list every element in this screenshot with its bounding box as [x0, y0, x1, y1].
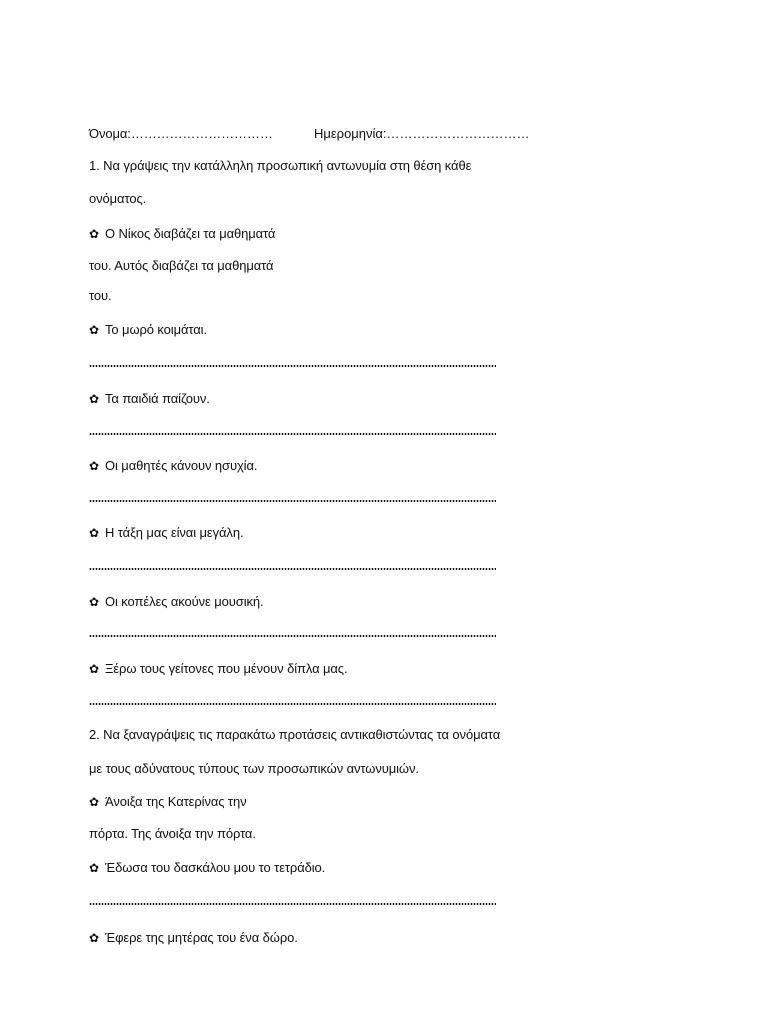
example-text: Ο Νίκος διαβάζει τα μαθηματά — [105, 226, 276, 241]
item-text: Έφερε της μητέρας του ένα δώρο. — [105, 930, 298, 945]
item-text: Οι μαθητές κάνουν ησυχία. — [105, 458, 258, 473]
name-field-label: Όνομα:…………………………… — [89, 126, 273, 141]
example-text: Άνοιξα της Κατερίνας την — [105, 794, 247, 809]
answer-dotted-line[interactable] — [89, 500, 496, 502]
flower-bullet-icon: ✿ — [89, 861, 99, 875]
exercise-2-instruction-line-1: 2. Να ξαναγράψεις τις παρακάτω προτάσεις αντικαθιστώντας τα ονόματα — [89, 727, 501, 742]
exercise-1-item — [89, 661, 348, 677]
exercise-1-item — [89, 458, 257, 474]
exercise-1-instruction-line-2: ονόματος. — [89, 191, 147, 206]
item-text: Ξέρω τους γείτονες που μένουν δίπλα μας. — [105, 661, 348, 676]
exercise-1-item — [89, 525, 243, 541]
exercise-1-item — [89, 594, 264, 610]
exercise-1-instruction-line-1: 1. Να γράψεις την κατάλληλη προσωπική αντωνυμία στη θέση κάθε — [89, 158, 472, 173]
item-text: Η τάξη μας είναι μεγάλη. — [105, 525, 244, 540]
exercise-1-example-line-2: του. Αυτός διαβάζει τα μαθηματά — [89, 258, 274, 273]
flower-bullet-icon: ✿ — [89, 662, 99, 676]
exercise-1-example-line-1 — [89, 226, 275, 242]
exercise-1-item — [89, 391, 210, 407]
flower-bullet-icon: ✿ — [89, 526, 99, 540]
flower-bullet-icon: ✿ — [89, 392, 99, 406]
exercise-1-item — [89, 322, 207, 338]
item-text: Το μωρό κοιμάται. — [105, 322, 207, 337]
exercise-2-item — [89, 860, 325, 876]
flower-bullet-icon: ✿ — [89, 931, 99, 945]
flower-bullet-icon: ✿ — [89, 459, 99, 473]
exercise-2-example-line-2: πόρτα. Της άνοιξα την πόρτα. — [89, 826, 256, 841]
exercise-1-example-line-3: του. — [89, 288, 112, 303]
answer-dotted-line[interactable] — [89, 635, 496, 637]
answer-dotted-line[interactable] — [89, 903, 496, 905]
item-text: Οι κοπέλες ακούνε μουσική. — [105, 594, 264, 609]
flower-bullet-icon: ✿ — [89, 795, 99, 809]
answer-dotted-line[interactable] — [89, 568, 496, 570]
answer-dotted-line[interactable] — [89, 365, 496, 367]
answer-dotted-line[interactable] — [89, 703, 496, 705]
flower-bullet-icon: ✿ — [89, 595, 99, 609]
answer-dotted-line[interactable] — [89, 433, 496, 435]
date-field-label: Ημερομηνία:…………………………… — [314, 126, 530, 141]
item-text: Τα παιδιά παίζουν. — [105, 391, 210, 406]
item-text: Έδωσα του δασκάλου μου το τετράδιο. — [105, 860, 326, 875]
flower-bullet-icon: ✿ — [89, 227, 99, 241]
exercise-2-item — [89, 930, 298, 946]
exercise-2-example-line-1 — [89, 794, 247, 810]
exercise-2-instruction-line-2: με τους αδύνατους τύπους των προσωπικών αντωνυμιών. — [89, 761, 419, 776]
flower-bullet-icon: ✿ — [89, 323, 99, 337]
